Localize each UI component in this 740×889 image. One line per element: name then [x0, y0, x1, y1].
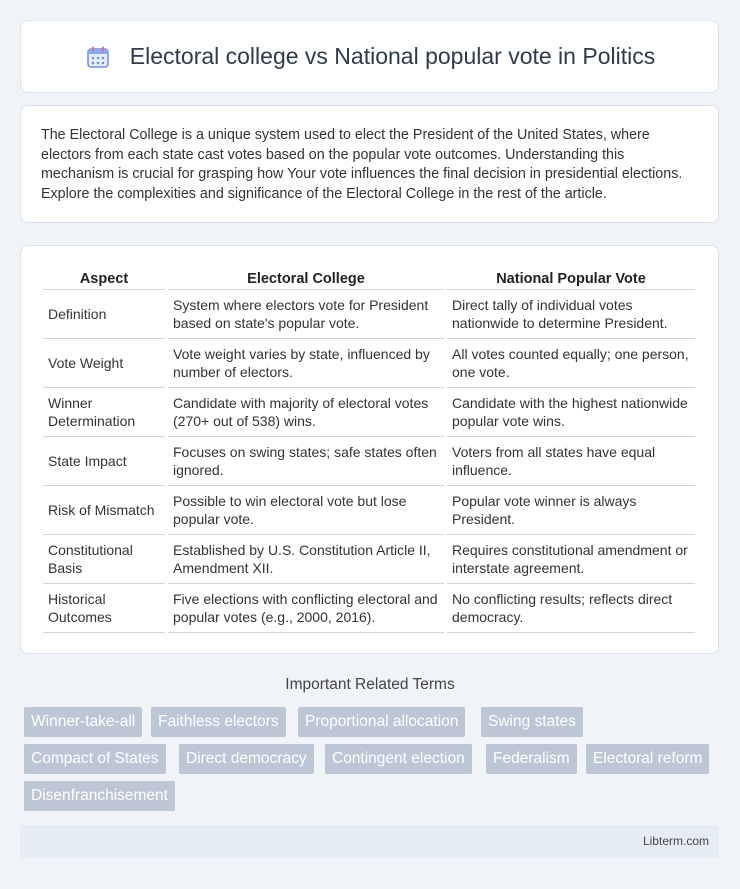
tag-federalism[interactable]: Federalism: [486, 744, 577, 774]
popular-vote-cell: Requires constitutional amendment or interstate agreement.: [447, 535, 695, 584]
tag-swing-states[interactable]: Swing states: [481, 707, 583, 737]
aspect-cell: State Impact: [43, 437, 165, 486]
electoral-college-cell: Candidate with majority of electoral votes (270+ out of 538) wins.: [168, 388, 444, 437]
comparison-table: [40, 266, 698, 633]
intro-card: [20, 105, 719, 223]
table-row: [43, 535, 695, 584]
electoral-college-cell: System where electors vote for President based on state's popular vote.: [168, 290, 444, 339]
intro-text: The Electoral College is a unique system used to elect the President of the United States, where electors from each state cast votes based on the popular vote outcomes. Understanding this mechanism is crucial for grasping how Your vote influences the final decision in presidential elections. Explore the complexities and significance of the Electoral College in the rest of the article.: [41, 127, 683, 202]
title-wrap: [84, 43, 655, 71]
aspect-cell: Vote Weight: [43, 339, 165, 388]
aspect-cell: Winner Determination: [43, 388, 165, 437]
tag-direct-democracy[interactable]: Direct democracy: [179, 744, 314, 774]
electoral-college-cell: Established by U.S. Constitution Article II, Amendment XII.: [168, 535, 444, 584]
aspect-cell: Historical Outcomes: [43, 584, 165, 633]
popular-vote-cell: Popular vote winner is always President.: [447, 486, 695, 535]
tag-faithless-electors[interactable]: Faithless electors: [151, 707, 286, 737]
tag-electoral-reform[interactable]: Electoral reform: [586, 744, 709, 774]
popular-vote-cell: Direct tally of individual votes nationwide to determine President.: [447, 290, 695, 339]
tag-contingent-election[interactable]: Contingent election: [325, 744, 472, 774]
table-row: [43, 290, 695, 339]
popular-vote-cell: Candidate with the highest nationwide popular vote wins.: [447, 388, 695, 437]
electoral-college-cell: Vote weight varies by state, influenced by number of electors.: [168, 339, 444, 388]
electoral-college-cell: Five elections with conflicting electoral and popular votes (e.g., 2000, 2016).: [168, 584, 444, 633]
table-row: [43, 437, 695, 486]
table-row: [43, 388, 695, 437]
aspect-cell: Constitutional Basis: [43, 535, 165, 584]
comparison-table-card: [20, 245, 719, 654]
tag-proportional-allocation[interactable]: Proportional allocation: [298, 707, 465, 737]
header-national-popular-vote: National Popular Vote: [447, 266, 695, 290]
popular-vote-cell: Voters from all states have equal influence.: [447, 437, 695, 486]
footer-site-link[interactable]: Libterm.com: [642, 834, 709, 848]
popular-vote-cell: No conflicting results; reflects direct democracy.: [447, 584, 695, 633]
header-electoral-college: Electoral College: [168, 266, 444, 290]
table-row: [43, 486, 695, 535]
tag-disenfranchisement[interactable]: Disenfranchisement: [24, 781, 175, 811]
popular-vote-cell: All votes counted equally; one person, one vote.: [447, 339, 695, 388]
tag-compact-of-states[interactable]: Compact of States: [24, 744, 166, 774]
calendar-icon: [84, 43, 112, 71]
electoral-college-cell: Focuses on swing states; safe states often ignored.: [168, 437, 444, 486]
aspect-cell: Risk of Mismatch: [43, 486, 165, 535]
related-terms-title: Important Related Terms: [285, 676, 455, 693]
header-card: [20, 20, 719, 93]
footer: [20, 825, 719, 858]
electoral-college-cell: Possible to win electoral vote but lose popular vote.: [168, 486, 444, 535]
aspect-cell: Definition: [43, 290, 165, 339]
page-title: Electoral college vs National popular vote in Politics: [129, 43, 656, 69]
tag-winner-take-all[interactable]: Winner-take-all: [24, 707, 142, 737]
table-header-row: [43, 266, 695, 290]
header-aspect: Aspect: [43, 266, 165, 290]
table-row: [43, 584, 695, 633]
table-row: [43, 339, 695, 388]
